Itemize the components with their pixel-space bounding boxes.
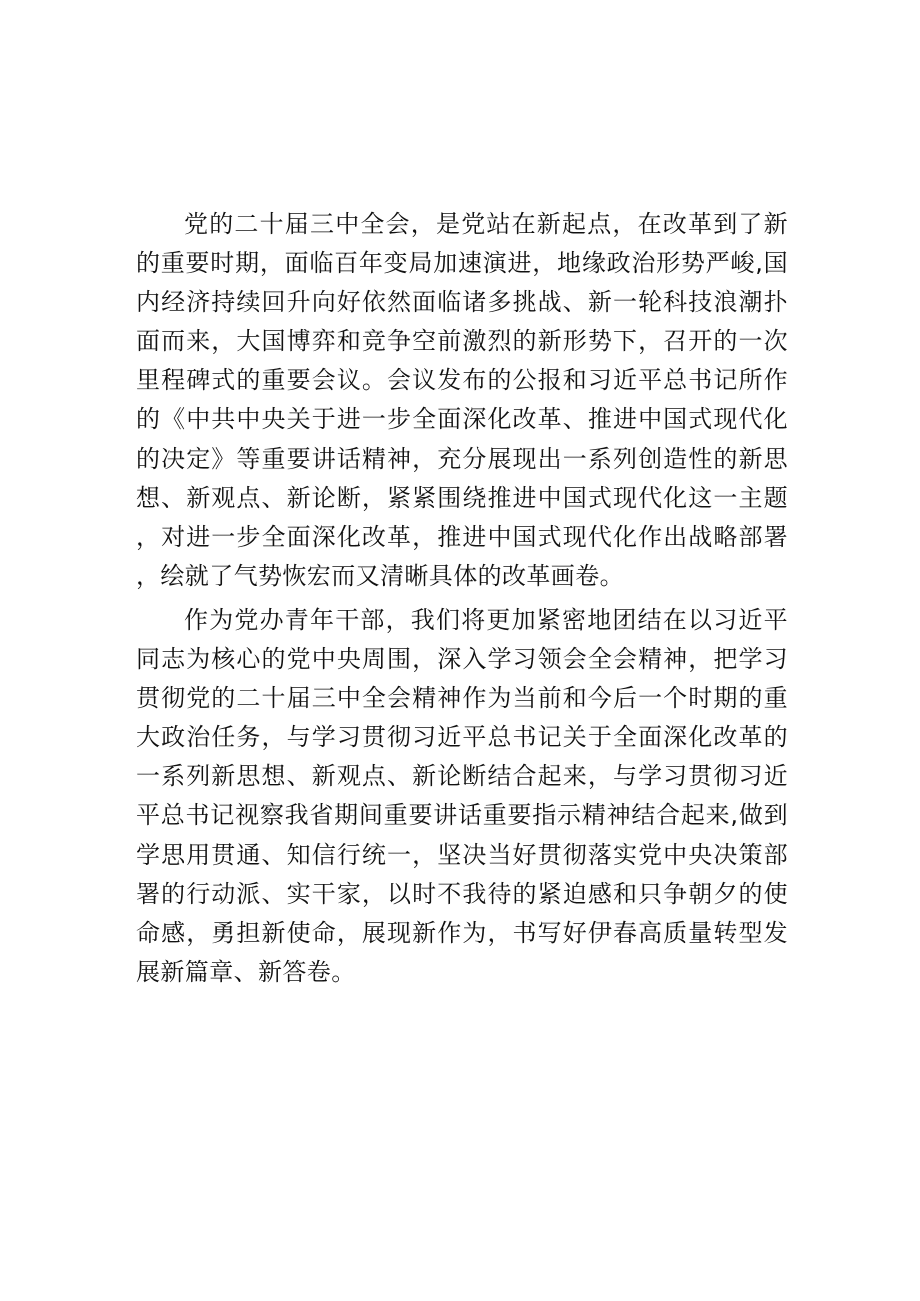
paragraph-2: 作为党办青年干部，我们将更加紧密地团结在以习近平同志为核心的党中央周围，深入学习领会全会精神，把学习贯彻党的二十届三中全会精神作为当前和今后一个时期的重大政治任务，与学习贯彻习近平总书记关于全面深化改革的一系列新思想、新观点、新论断结合起来，与学习贯彻习近平总书记视察我省期间重要讲话重要指示精神结合起来,做到学思用贯通、知信行统一，坚决当好贯彻落实党中央决策部署的行动派、实干家，以时不我待的紧迫感和只争朝夕的使命感，勇担新使命，展现新作为，书写好伊春高质量转型发展新篇章、新答卷。 — [136, 605, 788, 986]
document-body — [136, 205, 788, 997]
paragraph-1: 党的二十届三中全会，是党站在新起点，在改革到了新的重要时期，面临百年变局加速演进，地缘政治形势严峻,国内经济持续回升向好依然面临诸多挑战、新一轮科技浪潮扑面而来，大国博弈和竞争空前激烈的新形势下，召开的一次里程碑式的重要会议。会议发布的公报和习近平总书记所作的《中共中央关于进一步全面深化改革、推进中国式现代化的决定》等重要讲话精神，充分展现出一系列创造性的新思想、新观点、新论断，紧紧围绕推进中国式现代化这一主题，对进一步全面深化改革，推进中国式现代化作出战略部署，绘就了气势恢宏而又清晰具体的改革画卷。 — [136, 210, 788, 590]
